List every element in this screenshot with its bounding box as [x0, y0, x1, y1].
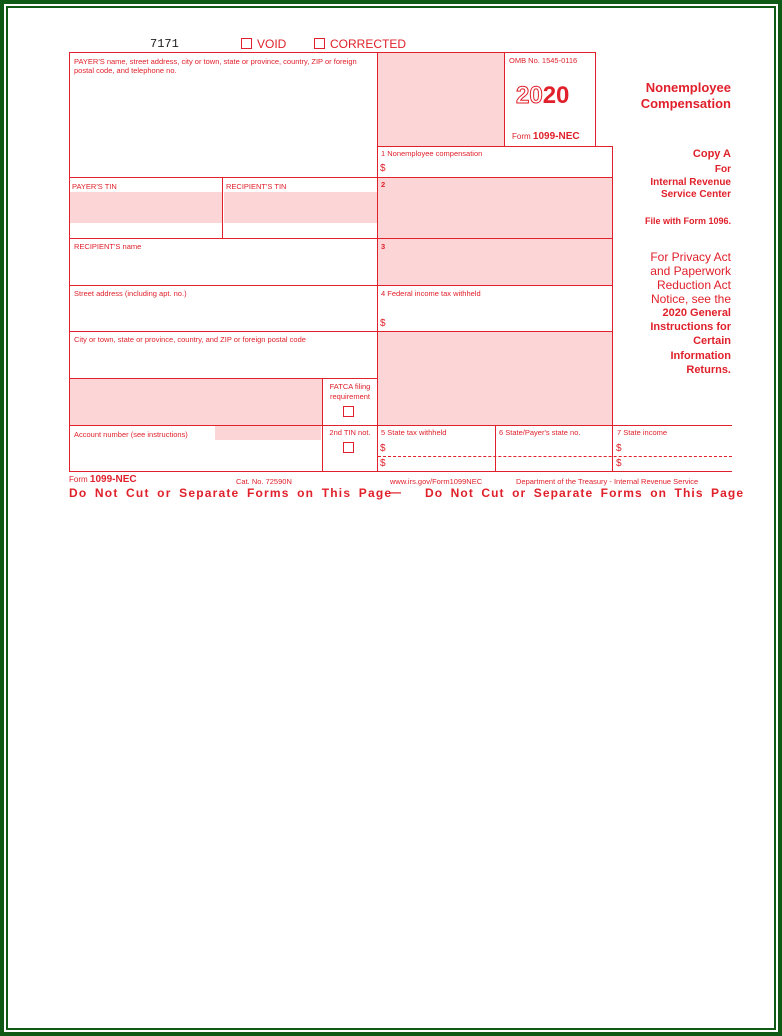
shade-payer-tin [70, 192, 222, 223]
fatca-checkbox[interactable] [343, 406, 354, 417]
rule [69, 331, 613, 332]
dashed-rule [378, 456, 732, 457]
footer-cat-no: Cat. No. 72590N [236, 477, 292, 486]
privacy-2: and Paperwork [650, 264, 731, 278]
rule [377, 146, 613, 147]
rule [69, 52, 70, 471]
second-tin-label: 2nd TIN not. [329, 428, 371, 437]
rule [69, 378, 377, 379]
box5-dollar-1: $ [380, 443, 386, 454]
rule [378, 52, 595, 53]
footer-url: www.irs.gov/Form1099NEC [390, 477, 483, 486]
city-label: City or town, state or province, country, and ZIP or foreign postal code [74, 335, 306, 344]
title-line-2: Compensation [640, 96, 731, 111]
shade-right-mid [378, 332, 612, 425]
year-solid: 20 [542, 82, 570, 109]
fatca-label-1: FATCA filing [329, 382, 371, 391]
privacy-7: Certain [693, 335, 731, 347]
year-outline: 20 [516, 82, 543, 109]
form-code: 7171 [150, 37, 179, 51]
form-label [512, 131, 580, 142]
box5-dollar-2: $ [380, 458, 386, 469]
corrected-checkbox[interactable] [314, 38, 325, 49]
box7-label: 7 State income [617, 428, 668, 437]
corrected-label: CORRECTED [330, 37, 407, 51]
rule [69, 52, 378, 53]
void-label: VOID [257, 37, 287, 51]
rule [69, 177, 613, 178]
privacy-9: Returns. [686, 364, 731, 376]
title-line-1: Nonemployee [645, 80, 731, 95]
box7-dollar-2: $ [616, 458, 622, 469]
payer-tin-label: PAYER'S TIN [72, 182, 117, 191]
copy-a: Copy A [692, 148, 731, 160]
form-word: Form [512, 132, 531, 141]
rule [69, 285, 613, 286]
footer-form [69, 474, 137, 485]
payer-name-label: PAYER'S name, street address, city or town, state or province, country, ZIP or foreign postal code, and telephone no. [74, 57, 357, 75]
street-address-label: Street address (including apt. no.) [74, 289, 187, 298]
recipient-name-label: RECIPIENT'S name [74, 242, 142, 251]
box4-dollar: $ [380, 318, 386, 329]
box6-label: 6 State/Payer's state no. [499, 428, 581, 437]
box1-dollar: $ [380, 163, 386, 174]
shade-fatca-left [70, 379, 322, 425]
shade-account [215, 425, 321, 440]
form-number: 1099-NEC [532, 131, 580, 142]
rule [69, 425, 732, 426]
void-checkbox[interactable] [241, 38, 252, 49]
box3-label: 3 [381, 242, 386, 251]
rule [69, 238, 613, 239]
shade-box2 [378, 177, 612, 238]
second-tin-checkbox[interactable] [343, 442, 354, 453]
rule [495, 425, 496, 471]
privacy-4: Notice, see the [650, 292, 731, 306]
privacy-8: Information [670, 350, 731, 362]
privacy-3: Reduction Act [656, 278, 731, 292]
privacy-6: Instructions for [650, 321, 731, 333]
shade-box3 [378, 239, 612, 285]
fatca-label-2: requirement [329, 392, 371, 401]
copy-file-with: File with Form 1096. [644, 216, 731, 226]
footer-warning-left: Do Not Cut or Separate Forms on This Page [69, 486, 393, 500]
account-number-label: Account number (see instructions) [74, 430, 188, 439]
copy-irs-1: Internal Revenue [650, 177, 731, 188]
footer-warning-right: Do Not Cut or Separate Forms on This Page [425, 486, 745, 500]
rule [504, 52, 505, 146]
rule [612, 146, 613, 471]
privacy-5: 2020 General [662, 307, 731, 319]
recipient-tin-label: RECIPIENT'S TIN [226, 182, 287, 191]
omb-number: OMB No. 1545-0116 [509, 56, 578, 65]
tax-year [516, 82, 569, 110]
rule [377, 52, 378, 471]
box1-label: 1 Nonemployee compensation [381, 149, 483, 158]
shade-recipient-tin [224, 192, 377, 223]
shade-omb-left [378, 53, 504, 146]
footer-form-number: 1099-NEC [89, 474, 137, 485]
box7-dollar-1: $ [616, 443, 622, 454]
copy-irs-2: Service Center [660, 189, 731, 200]
box2-label: 2 [381, 180, 386, 189]
copy-for: For [714, 164, 731, 175]
rule [595, 52, 596, 146]
box4-label: 4 Federal income tax withheld [381, 289, 481, 298]
rule [69, 471, 732, 472]
privacy-1: For Privacy Act [650, 250, 731, 264]
box5-label: 5 State tax withheld [381, 428, 447, 437]
footer-dept: Department of the Treasury - Internal Revenue Service [516, 477, 699, 486]
rule [222, 177, 223, 238]
footer-form-word: Form [69, 475, 88, 484]
footer-dash: — [389, 485, 401, 499]
